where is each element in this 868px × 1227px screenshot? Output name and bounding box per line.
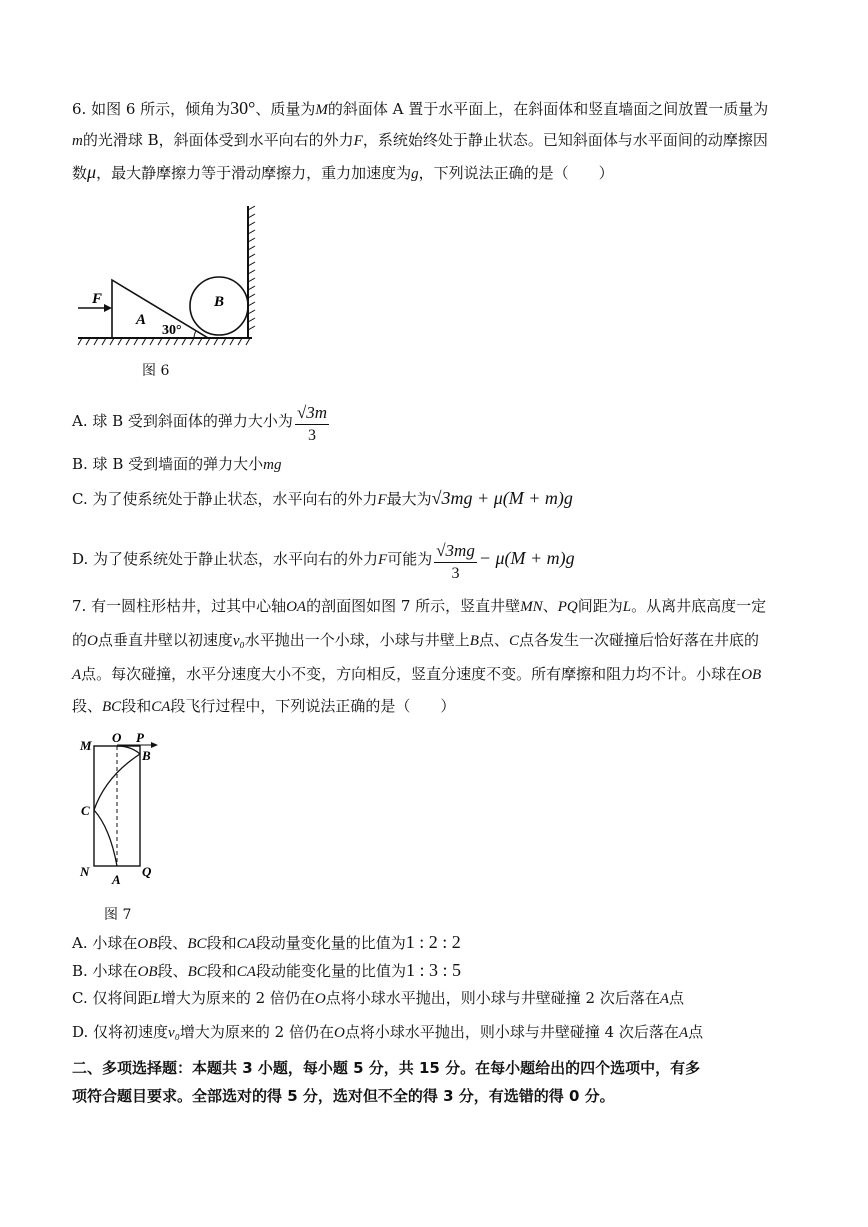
- q6-option-b: B. 球 B 受到墙面的弹力大小mg: [72, 455, 282, 473]
- figure-7-label-b: B: [142, 748, 151, 763]
- figure-6-caption: 图 6: [142, 363, 170, 379]
- figure-7-label-p: P: [136, 730, 144, 745]
- figure-7-label-a: A: [112, 872, 121, 887]
- q6-stem-line-3: 数μ，最大静摩擦力等于滑动摩擦力，重力加速度为g，下列说法正确的是（ ）: [72, 162, 614, 182]
- section-2-heading-line-1: 二、多项选择题：本题共 3 小题，每小题 5 分，共 15 分。在每小题给出的四个选项中，有多: [72, 1059, 701, 1077]
- q7-stem-line-3: A点。每次碰撞，水平分速度大小不变，方向相反，竖直分速度不变。所有摩擦和阻力均不计。小球在OB: [72, 665, 762, 683]
- figure-6: [72, 200, 272, 350]
- figure-6-label-f: F: [92, 291, 103, 307]
- figure-7-label-o: O: [112, 730, 122, 745]
- q6-option-a: A. 球 B 受到斜面体的弹力大小为 $\frac{√3m}{3}$: [72, 403, 328, 444]
- section-2-heading-line-2: 项符合题目要求。全部选对的得 5 分，选对但不全的得 3 分，有选错的得 0 分。: [72, 1087, 615, 1105]
- q6-stem-line-1: 6. 如图 6 所示，倾角为30°、质量为M的斜面体 A 置于水平面上，在斜面体和竖直墙面之间放置一质量为: [72, 98, 769, 118]
- figure-6-label-b: B: [214, 294, 225, 310]
- q7-option-c: C. 仅将间距L增大为原来的 2 倍仍在O点将小球水平抛出，则小球与井壁碰撞 2 次后落在A点: [72, 989, 685, 1007]
- figure-6-label-a: A: [136, 312, 147, 328]
- figure-7-caption: 图 7: [104, 907, 132, 923]
- figure-7-label-c: C: [81, 803, 90, 818]
- figure-6-label-angle: 30°: [162, 323, 182, 338]
- q6-option-d: D. 为了使系统处于静止状态，水平向右的外力F可能为 $\frac{√3mg}{3}$ − μ(M + m)g: [72, 541, 575, 582]
- q7-stem-line-4: 段、BC段和CA段飞行过程中，下列说法正确的是（ ）: [72, 697, 456, 715]
- q7-option-b: B. 小球在OB段、BC段和CA段动能变化量的比值为1 : 3 : 5: [72, 960, 461, 980]
- figure-7-label-n: N: [80, 864, 90, 879]
- q6-stem-line-2: m的光滑球 B，斜面体受到水平向右的外力F，系统始终处于静止状态。已知斜面体与水平面间的动摩擦因: [72, 131, 768, 149]
- figure-7: [76, 728, 176, 893]
- q6-option-c: C. 为了使系统处于静止状态，水平向右的外力F最大为√3mg + μ(M + m)g: [72, 488, 573, 508]
- figure-7-label-m: M: [80, 738, 92, 753]
- q7-stem-line-2: 的O点垂直井壁以初速度v₀水平抛出一个小球，小球与井壁上B点、C点各发生一次碰撞后恰好落在井底的: [72, 631, 759, 649]
- q7-option-a: A. 小球在OB段、BC段和CA段动量变化量的比值为1 : 2 : 2: [72, 932, 461, 952]
- q7-stem-line-1: 7. 有一圆柱形枯井，过其中心轴OA的剖面图如图 7 所示，竖直井壁MN、PQ间距为L。从离井底高度一定: [72, 597, 767, 615]
- figure-7-label-q: Q: [142, 864, 152, 879]
- q7-option-d: D. 仅将初速度v₀增大为原来的 2 倍仍在O点将小球水平抛出，则小球与井壁碰撞 4 次后落在A点: [72, 1023, 704, 1041]
